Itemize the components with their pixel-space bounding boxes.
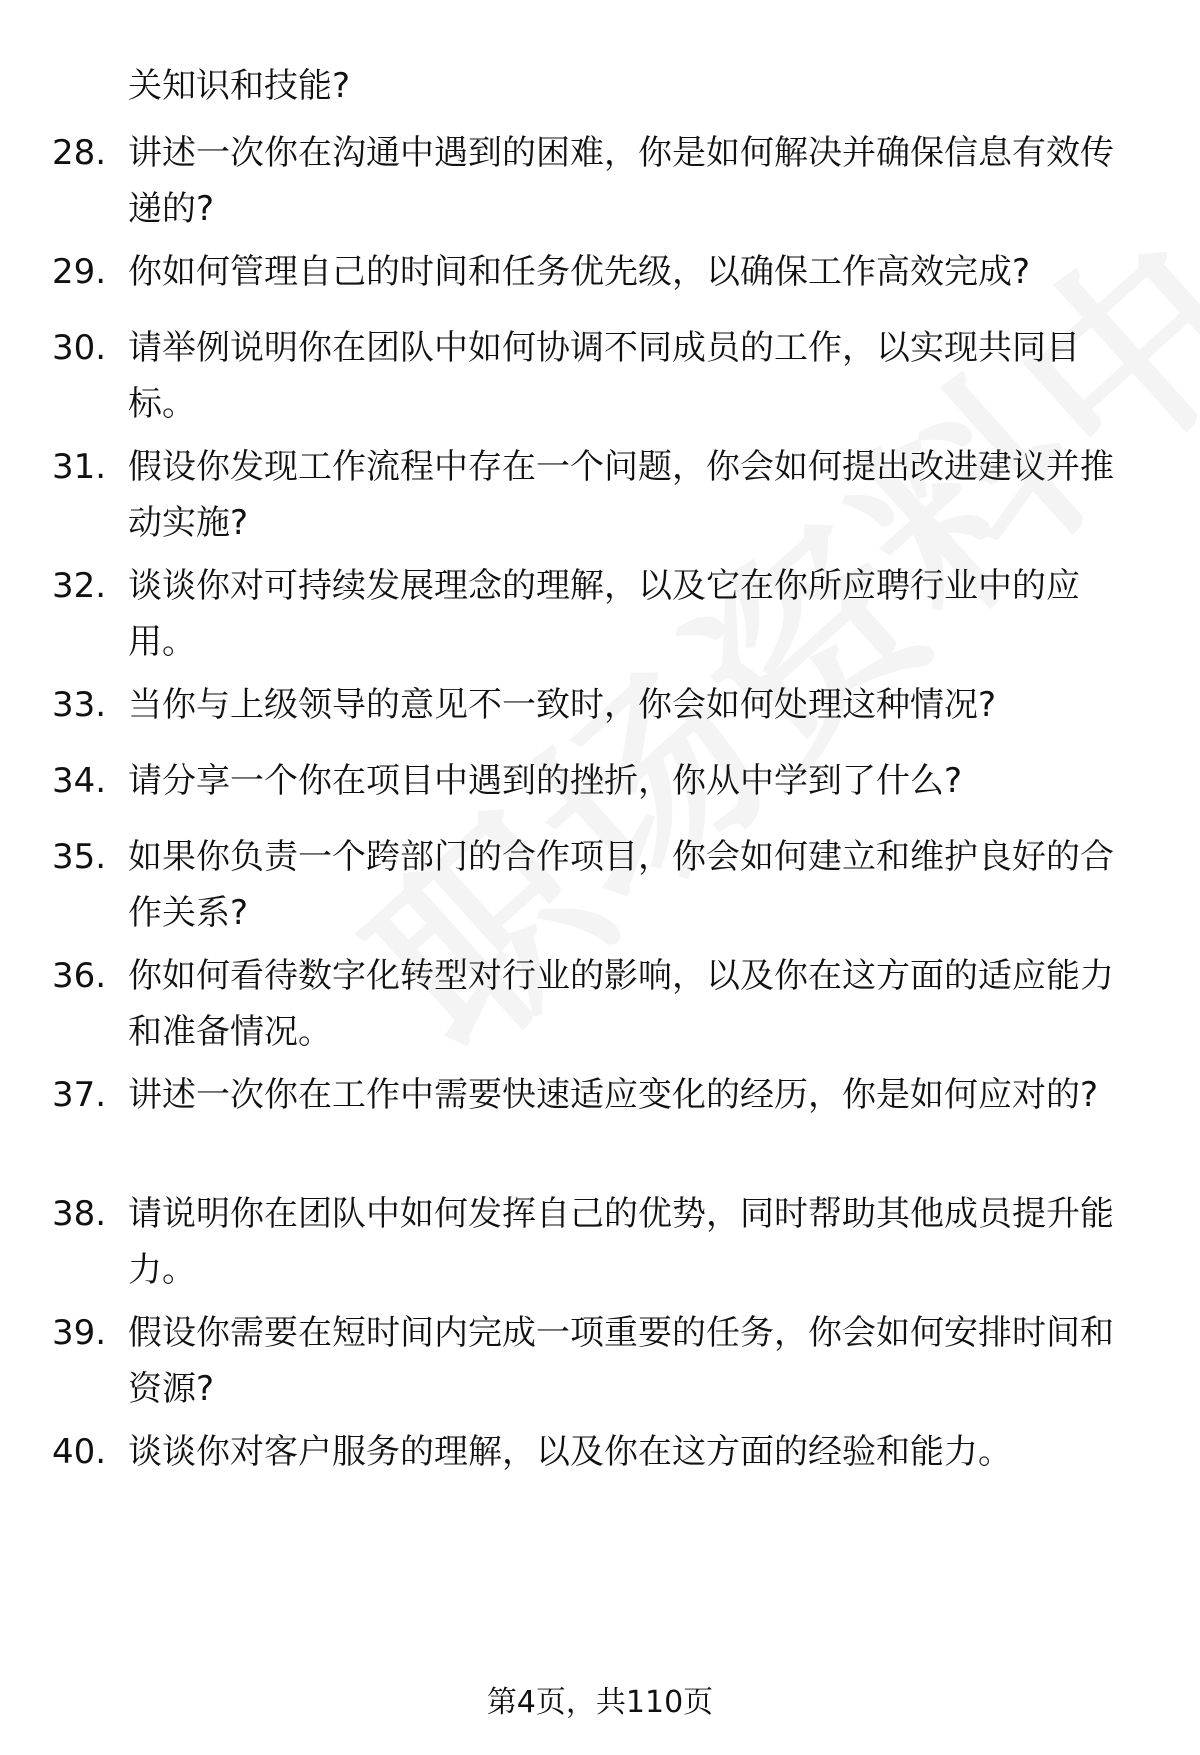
question-number: 36.: [52, 956, 107, 996]
question-text: 讲述一次你在工作中需要快速适应变化的经历，你是如何应对的?: [128, 1075, 1099, 1115]
question-text: 假设你发现工作流程中存在一个问题，你会如何提出改进建议并推动实施?: [128, 447, 1114, 543]
page-footer: 第4页，共110页: [486, 1685, 714, 1720]
question-number: 32.: [52, 566, 107, 606]
question-number: 30.: [52, 328, 107, 368]
question-text: 请举例说明你在团队中如何协调不同成员的工作，以实现共同目标。: [128, 328, 1080, 424]
continued-question-text: 关知识和技能?: [128, 66, 351, 106]
question-text: 请分享一个你在项目中遇到的挫折，你从中学到了什么?: [128, 761, 963, 801]
question-text: 谈谈你对可持续发展理念的理解，以及它在你所应聘行业中的应用。: [128, 566, 1080, 662]
question-number: 29.: [52, 252, 107, 292]
question-number: 35.: [52, 837, 107, 877]
question-number: 38.: [52, 1194, 107, 1234]
question-number: 33.: [52, 685, 107, 725]
question-number: 34.: [52, 761, 107, 801]
question-text: 你如何管理自己的时间和任务优先级，以确保工作高效完成?: [128, 252, 1031, 292]
question-number: 31.: [52, 447, 107, 487]
question-text: 讲述一次你在沟通中遇到的困难，你是如何解决并确保信息有效传递的?: [128, 133, 1114, 229]
question-number: 28.: [52, 133, 107, 173]
question-number: 40.: [52, 1432, 107, 1472]
question-text: 当你与上级领导的意见不一致时，你会如何处理这种情况?: [128, 685, 997, 725]
question-text: 你如何看待数字化转型对行业的影响，以及你在这方面的适应能力和准备情况。: [128, 956, 1114, 1052]
question-text: 谈谈你对客户服务的理解，以及你在这方面的经验和能力。: [128, 1432, 1012, 1472]
question-text: 请说明你在团队中如何发挥自己的优势，同时帮助其他成员提升能力。: [128, 1194, 1114, 1290]
question-text: 如果你负责一个跨部门的合作项目，你会如何建立和维护良好的合作关系?: [128, 837, 1114, 933]
question-number: 37.: [52, 1075, 107, 1115]
question-text: 假设你需要在短时间内完成一项重要的任务，你会如何安排时间和资源?: [128, 1313, 1114, 1409]
question-number: 39.: [52, 1313, 107, 1353]
